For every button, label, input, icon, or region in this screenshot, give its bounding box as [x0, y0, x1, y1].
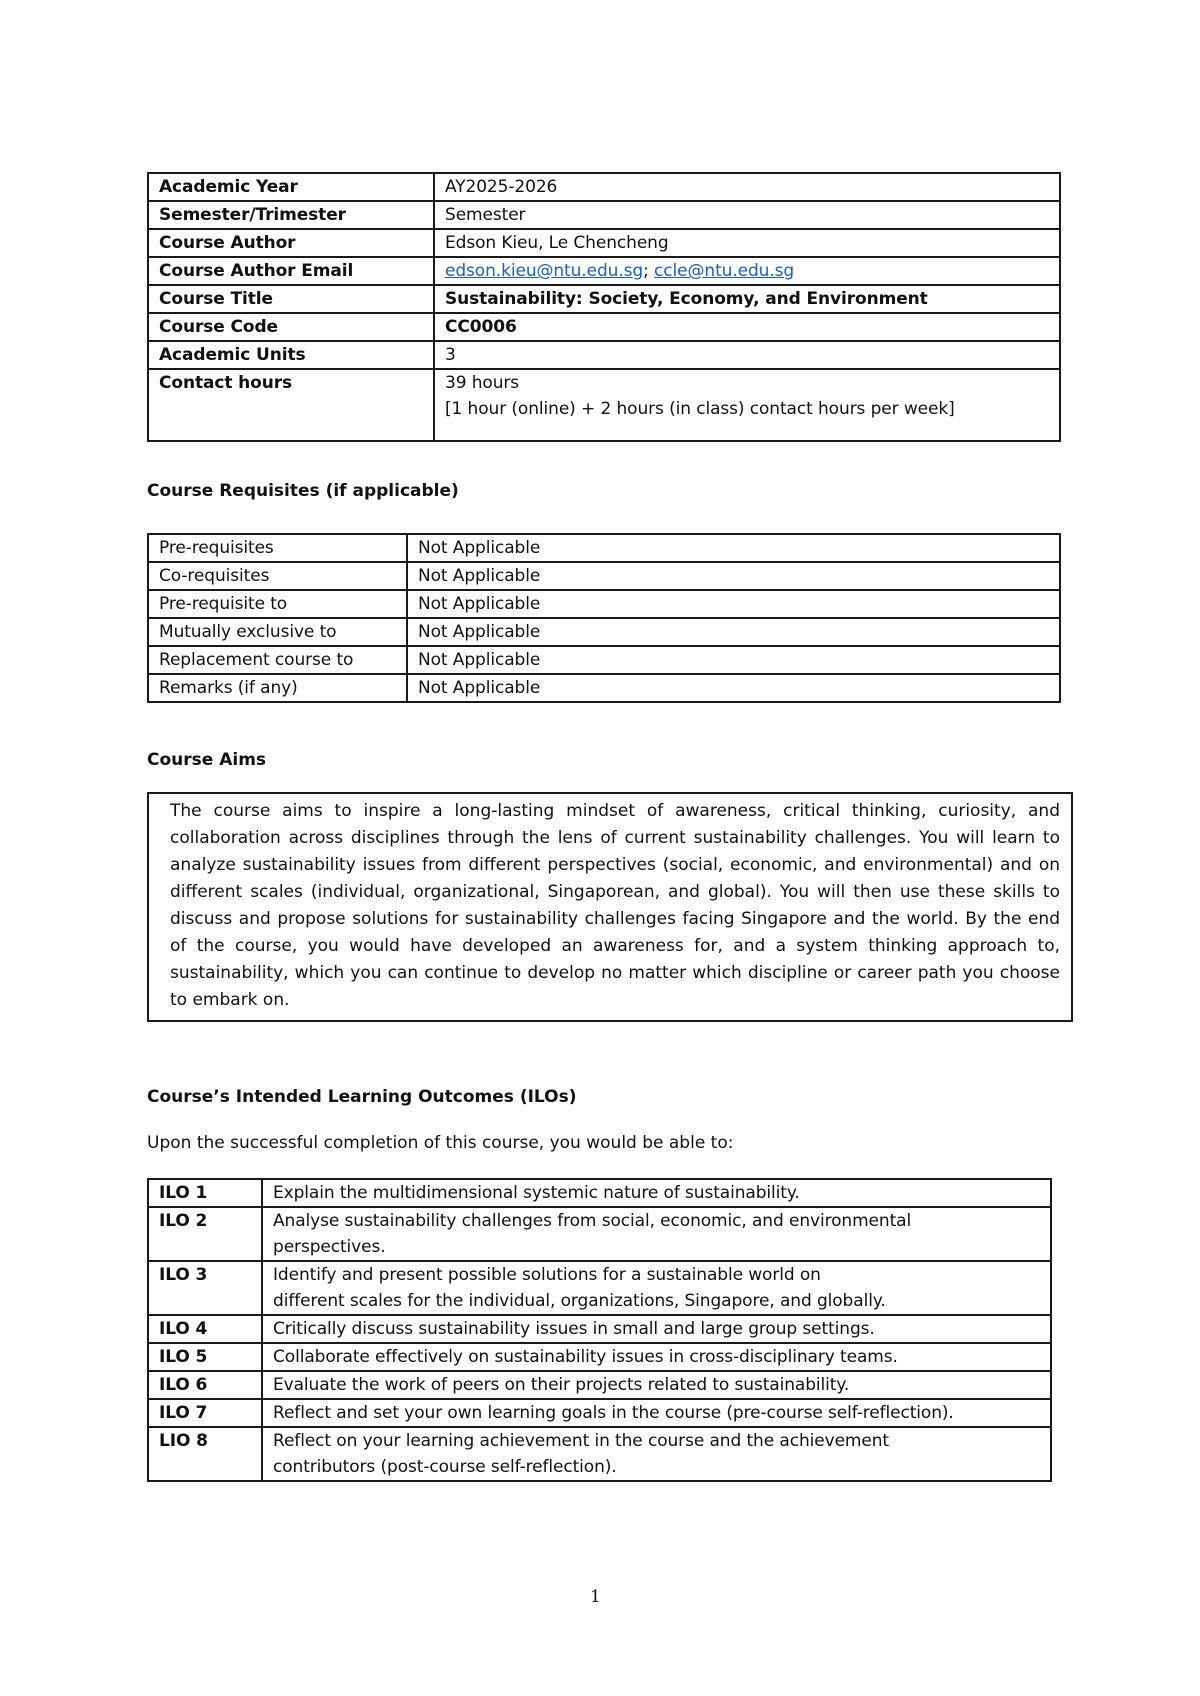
table-row	[148, 1427, 1051, 1481]
ilo-line: Reflect and set your own learning goals in the course (pre-course self-reflection).	[273, 1403, 954, 1423]
req-value: Not Applicable	[407, 674, 1060, 702]
table-row	[148, 369, 1060, 441]
course-code-value: CC0006	[434, 313, 1060, 341]
req-label: Remarks (if any)	[148, 674, 407, 702]
requisites-table	[147, 533, 1061, 703]
table-row	[148, 257, 1060, 285]
ilo-line: different scales for the individual, organizations, Singapore, and globally.	[273, 1291, 886, 1311]
table-row	[148, 201, 1060, 229]
table-row	[148, 646, 1060, 674]
ilo-id: ILO 4	[148, 1315, 262, 1343]
email-separator: ;	[643, 261, 655, 281]
table-row	[148, 674, 1060, 702]
ilo-line: Reflect on your learning achievement in the course and the achievement	[273, 1431, 889, 1451]
table-row	[148, 618, 1060, 646]
table-row	[148, 313, 1060, 341]
table-row	[148, 1179, 1051, 1207]
info-value: Semester	[434, 201, 1060, 229]
table-row	[148, 1207, 1051, 1261]
ilo-description	[262, 1371, 1051, 1399]
ilos-heading: Course’s Intended Learning Outcomes (ILOs)	[147, 1087, 577, 1107]
ilo-line: Identify and present possible solutions for a sustainable world on	[273, 1265, 821, 1285]
table-row	[148, 562, 1060, 590]
requisites-heading: Course Requisites (if applicable)	[147, 481, 459, 501]
ilo-id: ILO 1	[148, 1179, 262, 1207]
author-email-link-1[interactable]: edson.kieu@ntu.edu.sg	[445, 261, 644, 281]
info-value: Edson Kieu, Le Chencheng	[434, 229, 1060, 257]
req-label: Co-requisites	[148, 562, 407, 590]
table-row	[148, 534, 1060, 562]
info-label: Academic Units	[148, 341, 434, 369]
ilo-id: ILO 5	[148, 1343, 262, 1371]
ilo-line: perspectives.	[273, 1237, 386, 1257]
ilo-line: Collaborate effectively on sustainability issues in cross-disciplinary teams.	[273, 1347, 898, 1367]
req-value: Not Applicable	[407, 646, 1060, 674]
ilo-id: LIO 8	[148, 1427, 262, 1481]
req-label: Mutually exclusive to	[148, 618, 407, 646]
table-row	[148, 341, 1060, 369]
info-value: 3	[434, 341, 1060, 369]
ilo-description	[262, 1179, 1051, 1207]
table-row	[148, 1261, 1051, 1315]
ilo-line: Explain the multidimensional systemic nature of sustainability.	[273, 1183, 800, 1203]
ilo-description	[262, 1399, 1051, 1427]
ilos-intro: Upon the successful completion of this course, you would be able to:	[147, 1133, 734, 1153]
info-value: AY2025-2026	[434, 173, 1060, 201]
ilo-line: Analyse sustainability challenges from social, economic, and environmental	[273, 1211, 912, 1231]
req-label: Pre-requisites	[148, 534, 407, 562]
page-number: 1	[590, 1587, 601, 1607]
ilo-id: ILO 7	[148, 1399, 262, 1427]
course-title-value: Sustainability: Society, Economy, and Environment	[434, 285, 1060, 313]
table-row	[148, 1343, 1051, 1371]
table-row	[148, 173, 1060, 201]
info-label: Academic Year	[148, 173, 434, 201]
ilo-description	[262, 1343, 1051, 1371]
info-value	[434, 369, 1060, 441]
info-label: Semester/Trimester	[148, 201, 434, 229]
info-label: Course Author	[148, 229, 434, 257]
table-row	[148, 1399, 1051, 1427]
req-value: Not Applicable	[407, 618, 1060, 646]
ilo-description	[262, 1261, 1051, 1315]
info-label: Contact hours	[148, 369, 434, 441]
req-label: Pre-requisite to	[148, 590, 407, 618]
req-value: Not Applicable	[407, 562, 1060, 590]
ilo-description	[262, 1207, 1051, 1261]
ilo-id: ILO 3	[148, 1261, 262, 1315]
ilo-id: ILO 2	[148, 1207, 262, 1261]
info-label: Course Code	[148, 313, 434, 341]
ilo-description	[262, 1315, 1051, 1343]
table-row	[148, 1315, 1051, 1343]
author-email-link-2[interactable]: ccle@ntu.edu.sg	[654, 261, 795, 281]
ilos-table	[147, 1178, 1052, 1482]
table-row	[148, 285, 1060, 313]
table-row	[148, 590, 1060, 618]
table-row	[148, 1371, 1051, 1399]
req-value: Not Applicable	[407, 534, 1060, 562]
ilo-description	[262, 1427, 1051, 1481]
table-row	[148, 229, 1060, 257]
contact-hours-detail: [1 hour (online) + 2 hours (in class) contact hours per week]	[445, 399, 955, 419]
info-label: Course Title	[148, 285, 434, 313]
req-value: Not Applicable	[407, 590, 1060, 618]
req-label: Replacement course to	[148, 646, 407, 674]
ilo-id: ILO 6	[148, 1371, 262, 1399]
ilo-line: Evaluate the work of peers on their projects related to sustainability.	[273, 1375, 850, 1395]
info-value	[434, 257, 1060, 285]
ilo-line: Critically discuss sustainability issues in small and large group settings.	[273, 1319, 875, 1339]
ilo-line: contributors (post-course self-reflection).	[273, 1457, 617, 1477]
aims-heading: Course Aims	[147, 750, 267, 770]
contact-hours-line: 39 hours	[445, 373, 520, 393]
info-label: Course Author Email	[148, 257, 434, 285]
course-info-table	[147, 172, 1061, 442]
course-aims-box: The course aims to inspire a long-lasting mindset of awareness, critical thinking, curiosity, and collaboration across disciplines through the lens of current sustainability challenges. You will learn to analyze sustainability issues from different perspectives (social, economic, and environmental) and on different scales (individual, organizational, Singaporean, and global). You will then use these skills to discuss and propose solutions for sustainability challenges facing Singapore and the world. By the end of the course, you would have developed an awareness for, and a system thinking approach to, sustainability, which you can continue to develop no matter which discipline or career path you choose to embark on.	[147, 792, 1073, 1022]
